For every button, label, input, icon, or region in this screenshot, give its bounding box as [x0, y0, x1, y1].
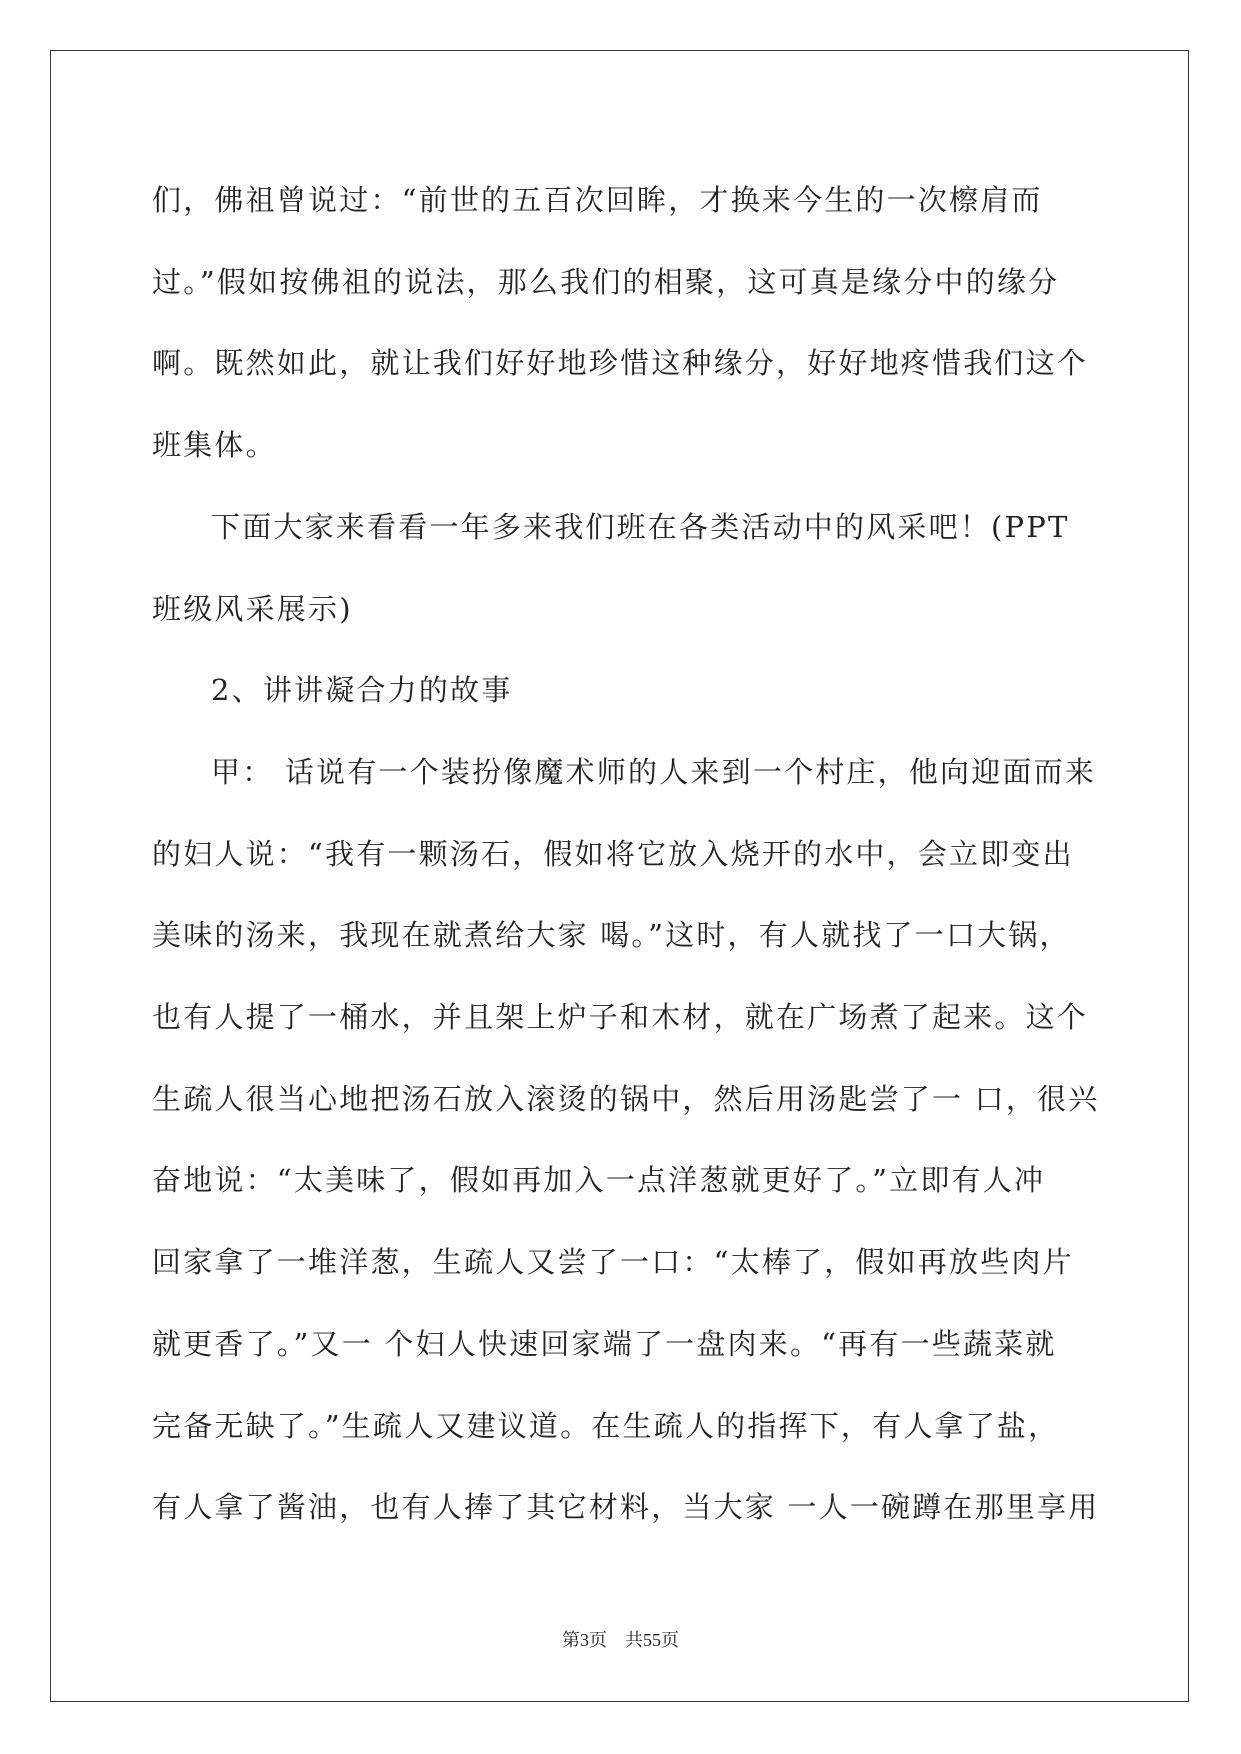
- text-line: 也有人提了一桶水，并且架上炉子和木材，就在广场煮了起来。这个: [152, 1000, 1089, 1035]
- text-line: 班集体。: [152, 428, 277, 463]
- text-line: 的妇人说：“我有一颗汤石，假如将它放入烧开的水中，会立即变出: [152, 836, 1074, 871]
- page-footer: [0, 1626, 1241, 1652]
- text-line: 奋地说：“太美味了，假如再加入一点洋葱就更好了。”立即有人冲: [152, 1163, 1046, 1198]
- text-line: 过。”假如按佛祖的说法，那么我们的相聚，这可真是缘分中的缘分: [152, 264, 1060, 299]
- text-line: 完备无缺了。”生疏人又建议道。在生疏人的指挥下，有人拿了盐，: [152, 1408, 1060, 1443]
- paragraph-1: [152, 160, 1097, 487]
- page-number: 第3页: [562, 1630, 607, 1650]
- section-heading: [152, 650, 1097, 732]
- paragraph-2: [152, 487, 1097, 650]
- text-line: 回家拿了一堆洋葱，生疏人又尝了一口：“太棒了，假如再放些肉片: [152, 1245, 1074, 1280]
- text-line: 甲： 话说有一个装扮像魔术师的人来到一个村庄，他向迎面而来: [211, 754, 1097, 789]
- text-line: 下面大家来看看一年多来我们班在各类活动中的风采吧！(PPT: [211, 509, 1070, 544]
- document-body: [152, 160, 1100, 1549]
- text-line: 2、讲讲凝合力的故事: [211, 673, 513, 708]
- text-line: 啊。既然如此，就让我们好好地珍惜这种缘分，好好地疼惜我们这个: [152, 346, 1089, 381]
- page-total: 共55页: [625, 1630, 679, 1650]
- paragraph-4: [152, 732, 1100, 1549]
- text-line: 们，佛祖曾说过：“前世的五百次回眸，才换来今生的一次檫肩而: [152, 183, 1043, 217]
- text-line: 美味的汤来，我现在就煮给大家 喝。”这时，有人就找了一口大锅，: [152, 918, 1071, 953]
- text-line: 班级风采展示): [152, 591, 353, 626]
- text-line: 生疏人很当心地把汤石放入滚烫的锅中，然后用汤匙尝了一 口，很兴: [152, 1081, 1100, 1116]
- text-line: 有人拿了酱油，也有人捧了其它材料，当大家 一人一碗蹲在那里享用: [152, 1490, 1100, 1525]
- text-line: 就更香了。”又一 个妇人快速回家端了一盘肉来。“再有一些蔬菜就: [152, 1326, 1057, 1361]
